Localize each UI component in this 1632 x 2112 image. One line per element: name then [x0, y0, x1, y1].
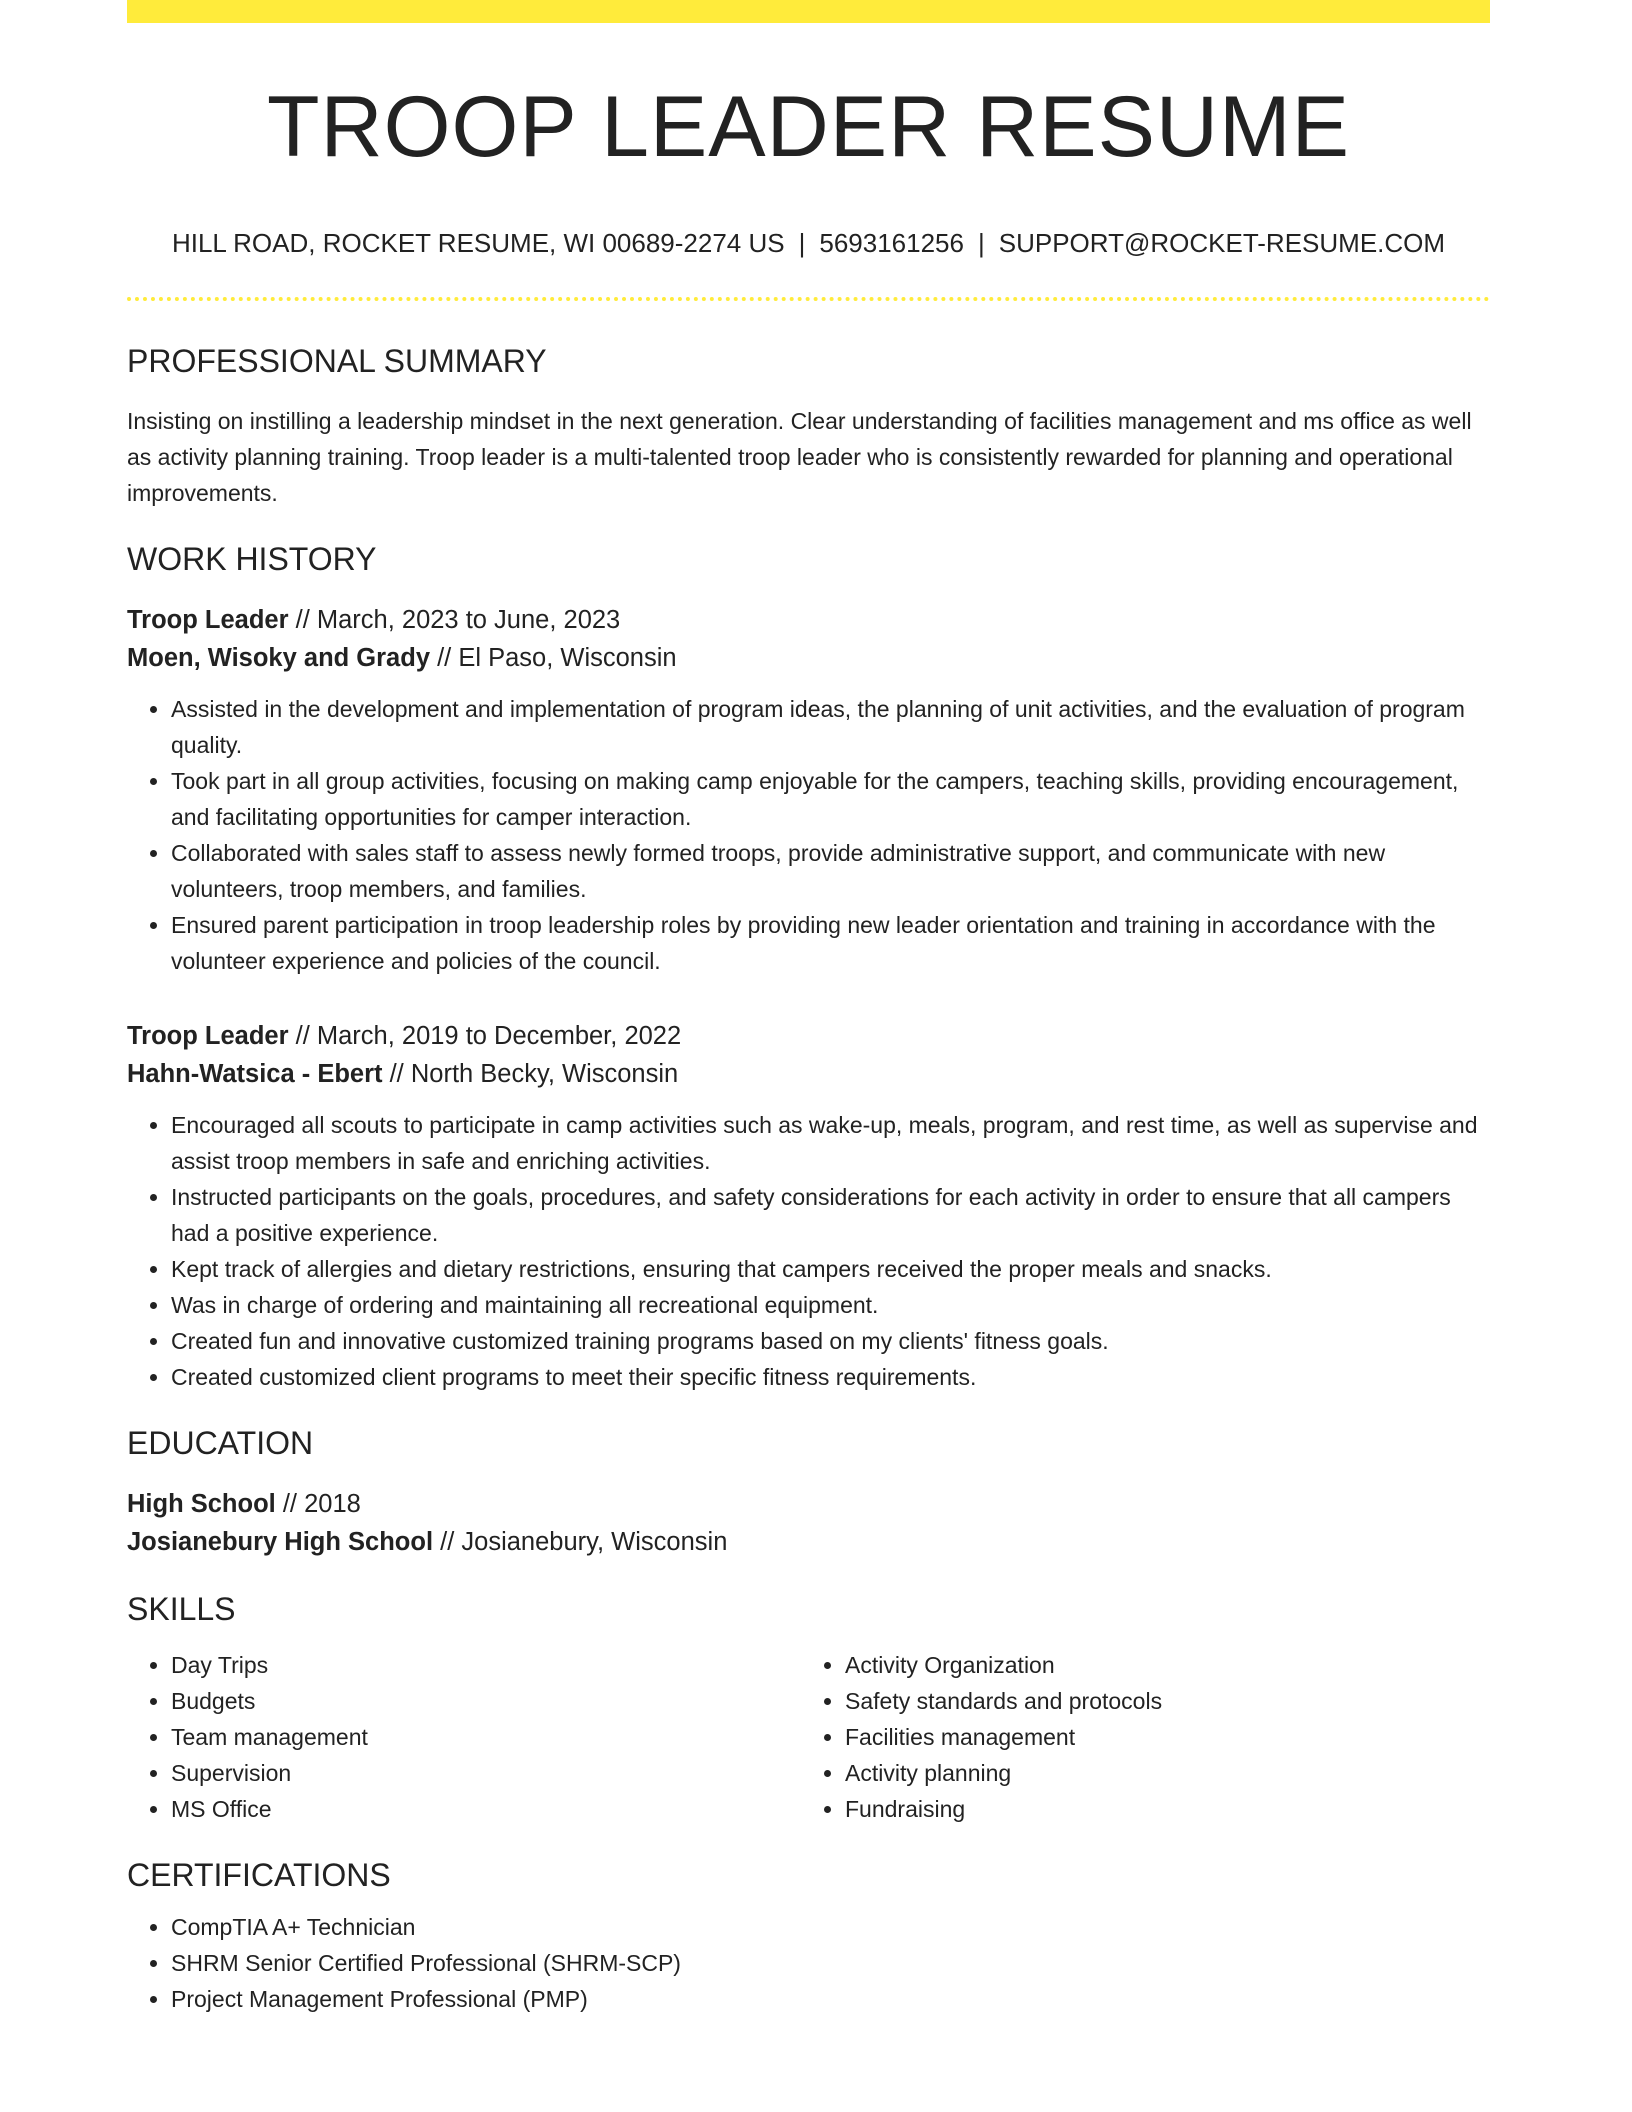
- job-bullet: • Collaborated with sales staff to assess newly formed troops, provide administrative support, and communicate with new volunteers, troop members, and families.: [171, 835, 1490, 907]
- skills-heading: SKILLS: [127, 1591, 236, 1627]
- summary-text: Insisting on instilling a leadership mindset in the next generation. Clear understanding of facilities management and ms office as well as activity planning training. Troop leader is a multi-talented troop leader who is consistently rewarded for planning and operational improvements.: [127, 408, 1472, 506]
- skill-item: • Safety standards and protocols: [845, 1683, 1475, 1719]
- skills-columns: [127, 1647, 1490, 1827]
- job-role: Troop Leader: [127, 1022, 289, 1050]
- education-year: // 2018: [275, 1490, 361, 1518]
- job-bullet: • Encouraged all scouts to participate in camp activities such as wake-up, meals, program, and rest time, as well as supervise and assist troop members in safe and enriching activities.: [171, 1107, 1490, 1179]
- job-bullets: [127, 691, 1490, 979]
- certifications-heading: CERTIFICATIONS: [127, 1857, 391, 1893]
- education-degree: High School: [127, 1490, 276, 1518]
- job-bullet: • Created customized client programs to meet their specific fitness requirements.: [171, 1359, 1490, 1395]
- education-school-line: [127, 1523, 1490, 1561]
- dotted-divider: [127, 297, 1490, 301]
- skill-item: • Fundraising: [845, 1791, 1475, 1827]
- skill-item: • Team management: [171, 1719, 801, 1755]
- contact-phone: 5693161256: [819, 228, 964, 258]
- skills-list-right: [801, 1647, 1475, 1827]
- skill-item: • Budgets: [171, 1683, 801, 1719]
- job-bullet: • Ensured parent participation in troop leadership roles by providing new leader orientation and training in accordance with the volunteer experience and policies of the council.: [171, 907, 1490, 979]
- job-company-line: [127, 639, 1490, 677]
- job-role-line: [127, 1017, 1490, 1055]
- skill-item: • Supervision: [171, 1755, 801, 1791]
- summary-heading: PROFESSIONAL SUMMARY: [127, 343, 547, 379]
- job-dates: // March, 2023 to June, 2023: [288, 606, 621, 634]
- job-bullet: • Created fun and innovative customized training programs based on my clients' fitness goals.: [171, 1323, 1490, 1359]
- job-role: Troop Leader: [127, 606, 289, 634]
- education-degree-line: [127, 1485, 1490, 1523]
- skill-item: • Day Trips: [171, 1647, 801, 1683]
- job-bullet: • Instructed participants on the goals, procedures, and safety considerations for each activity in order to ensure that all campers had a positive experience.: [171, 1179, 1490, 1251]
- job-bullets: [127, 1107, 1490, 1395]
- contact-address: HILL ROAD, ROCKET RESUME, WI 00689-2274 US: [171, 228, 785, 258]
- resume-page: [127, 0, 1490, 2017]
- job-company-line: [127, 1055, 1490, 1093]
- resume-title: TROOP LEADER RESUME: [266, 79, 1351, 175]
- contact-separator: |: [977, 228, 985, 258]
- education-entry: [127, 1485, 1490, 1561]
- skill-item: • Facilities management: [845, 1719, 1475, 1755]
- education-school: Josianebury High School: [127, 1528, 434, 1556]
- job-company: Hahn-Watsica - Ebert: [127, 1060, 383, 1088]
- job-entry: [127, 1017, 1490, 1395]
- job-bullet: • Took part in all group activities, focusing on making camp enjoyable for the campers, teaching skills, providing encouragement, and facilitating opportunities for camper interaction.: [171, 763, 1490, 835]
- contact-line: [127, 227, 1490, 259]
- contact-email: SUPPORT@ROCKET-RESUME.COM: [998, 228, 1446, 258]
- certifications-list: [127, 1909, 1490, 2017]
- work-history-heading: WORK HISTORY: [127, 541, 377, 577]
- job-bullet: • Kept track of allergies and dietary restrictions, ensuring that campers received the proper meals and snacks.: [171, 1251, 1490, 1287]
- education-location: // Josianebury, Wisconsin: [433, 1528, 728, 1556]
- job-location: // El Paso, Wisconsin: [430, 644, 677, 672]
- job-bullet: • Assisted in the development and implementation of program ideas, the planning of unit activities, and the evaluation of program quality.: [171, 691, 1490, 763]
- skill-item: • MS Office: [171, 1791, 801, 1827]
- job-entry: [127, 601, 1490, 979]
- top-accent-bar: [127, 0, 1490, 23]
- education-heading: EDUCATION: [127, 1425, 314, 1461]
- job-company: Moen, Wisoky and Grady: [127, 644, 430, 672]
- job-role-line: [127, 601, 1490, 639]
- job-dates: // March, 2019 to December, 2022: [288, 1022, 682, 1050]
- certification-item: • Project Management Professional (PMP): [171, 1981, 1490, 2017]
- skills-list-left: [127, 1647, 801, 1827]
- job-location: // North Becky, Wisconsin: [382, 1060, 679, 1088]
- contact-separator: |: [798, 228, 806, 258]
- skill-item: • Activity planning: [845, 1755, 1475, 1791]
- skill-item: • Activity Organization: [845, 1647, 1475, 1683]
- certification-item: • SHRM Senior Certified Professional (SHRM-SCP): [171, 1945, 1490, 1981]
- certification-item: • CompTIA A+ Technician: [171, 1909, 1490, 1945]
- job-bullet: • Was in charge of ordering and maintaining all recreational equipment.: [171, 1287, 1490, 1323]
